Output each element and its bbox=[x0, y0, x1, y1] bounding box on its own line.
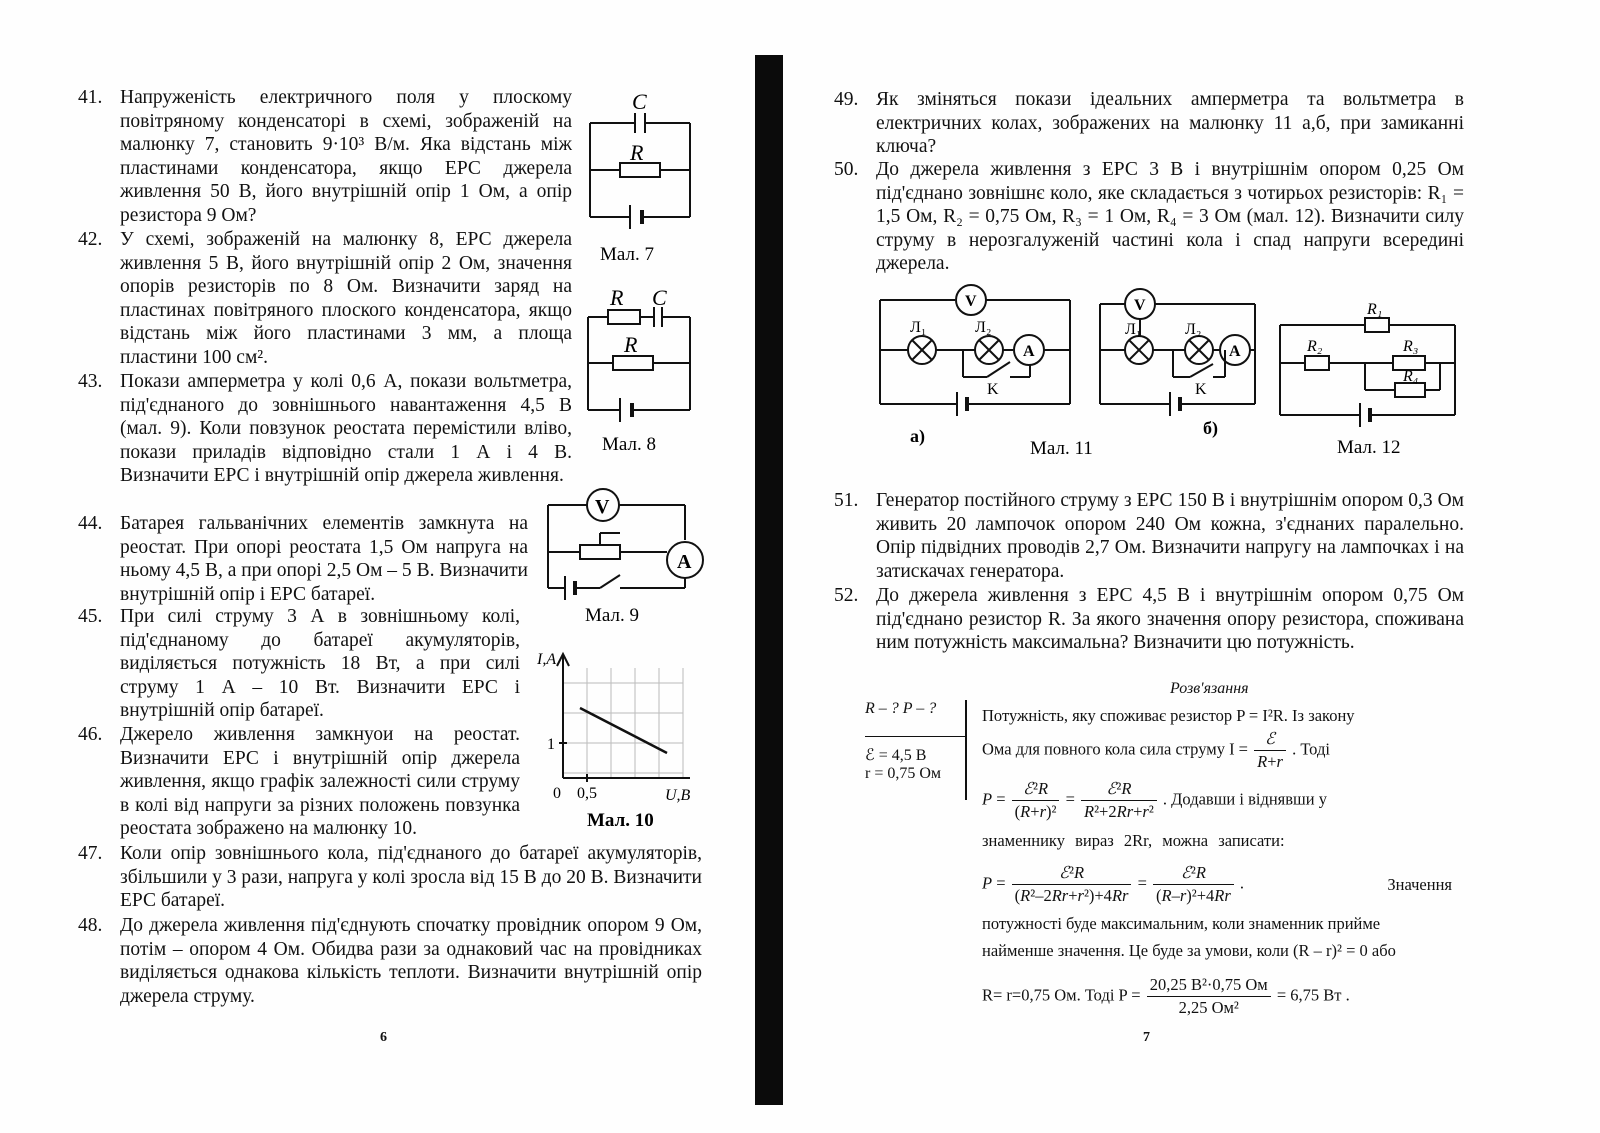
book-spine bbox=[755, 55, 783, 1105]
problem-text: Покази амперметра у колі 0,6 А, покази вольтметра, під'єднаного до зовнішнього навантаження 4,5 В (мал. 9). Коли повзунок реостата перемістили вліво, покази приладів відповідно стали 1 А і 4 В. Визначити ЕРС і внутрішній опір джерела живлення. bbox=[120, 371, 572, 486]
figure-caption: Мал. 11 bbox=[1030, 438, 1093, 459]
key-label: K bbox=[1195, 381, 1207, 398]
key-label: K bbox=[987, 381, 999, 398]
solution-line-7: найменше значення. Це буде за умови, коли (R – r)² = 0 або bbox=[982, 941, 1396, 960]
lamp2-label: Л₂ bbox=[1185, 321, 1202, 338]
problem-41 bbox=[78, 86, 572, 227]
solution-line-6: потужності буде максимальним, коли знаменник прийме bbox=[982, 914, 1381, 933]
figure-caption: Мал. 10 bbox=[587, 810, 654, 831]
solution-line-2: Ома для повного кола сила струму I = $\frac{\text{ℰ}}{R+r}$ . Тоді bbox=[982, 729, 1330, 771]
ammeter-label: A bbox=[677, 551, 692, 573]
problem-number: 46. bbox=[78, 724, 103, 745]
r3-label: R₃ bbox=[1403, 338, 1419, 355]
solution-line-8: R= r=0,75 Ом. Тоді P = $\frac{\text{20,25 В²·0,75 Ом}}{\text{2,25 Ом²}}$ = 6,75 Вт . bbox=[982, 975, 1350, 1017]
figure-caption: Мал. 9 bbox=[585, 605, 639, 626]
figure-caption: Мал. 12 bbox=[1337, 437, 1401, 458]
x-tick: 0,5 bbox=[577, 785, 597, 802]
r2-label: R₂ bbox=[1307, 338, 1323, 355]
given-divider bbox=[965, 700, 967, 800]
capacitor-label: C bbox=[632, 89, 647, 114]
x-axis-label: U,B bbox=[665, 787, 691, 804]
figure-12 bbox=[1275, 295, 1465, 465]
solution-line-3: P = $\frac{\text{ℰ²R}}{\text{(R+r)²}}$ = $\frac{\text{ℰ²R}}{\text{R²+2Rr+r²}}$ . Додавши і віднявши у bbox=[982, 779, 1327, 821]
figure-7 bbox=[580, 85, 710, 270]
problem-number: 49. bbox=[834, 89, 859, 110]
problem-48 bbox=[78, 914, 702, 1008]
solution-line-5: P = $\frac{\text{ℰ²R}}{\text{(R²–2Rr+r²)+4Rr}}$ = $\frac{\text{ℰ²R}}{\text{(R–r)²+4Rr}}$ . Значення bbox=[982, 863, 1452, 905]
problem-number: 50. bbox=[834, 159, 859, 180]
problem-49 bbox=[834, 88, 1464, 159]
figure-11b bbox=[1095, 282, 1270, 442]
problem-text: До джерела живлення з ЕРС 4,5 В і внутрішнім опором 0,75 Ом під'єднано резистор R. За якого значення опору резистора, споживана ним потужність максимальна? Визначити цю потужність. bbox=[876, 585, 1464, 653]
problem-44 bbox=[78, 512, 528, 606]
problem-text: До джерела живлення під'єднують спочатку провідник опором 9 Ом, потім – опором 4 Ом. Обидва рази за однаковий час на провідниках виділяється однакова кількість теплоти. Визначити внутрішній опір джерела струму. bbox=[120, 915, 702, 1007]
sub-label-b: б) bbox=[1203, 418, 1218, 438]
problem-number: 47. bbox=[78, 843, 103, 864]
problem-text: У схемі, зображеній на малюнку 8, ЕРС джерела живлення 5 В, його внутрішній опір 2 Ом, значення опорів резисторів по 8 Ом. Визначити заряд на пластинах повітряного плоского конденсатора, якщо відстань між його пластинами 3 мм, а площа пластини 100 см². bbox=[120, 229, 572, 368]
page-number: 7 bbox=[1143, 1030, 1150, 1045]
figure-caption: Мал. 8 bbox=[602, 434, 656, 455]
problem-number: 41. bbox=[78, 87, 103, 108]
problem-43 bbox=[78, 370, 572, 488]
origin-label: 0 bbox=[553, 785, 561, 802]
problem-text: Напруженість електричного поля у плоскому повітряному конденсаторі в схемі, зображеній на малюнку 7, становить 9·10³ В/м. Яка відстань між пластинами конденсатора, якщо ЕРС джерела живлення 50 В, його внутрішній опір 1 Ом, а опір резистора 9 Ом? bbox=[120, 87, 572, 226]
left-page bbox=[0, 0, 750, 1133]
problem-42 bbox=[78, 228, 572, 369]
problem-46 bbox=[78, 723, 520, 841]
problem-text: Батарея гальванічних елементів замкнута на реостат. При опорі реостата 1,5 Ом напруга на ньому 4,5 В, а при опорі 2,5 Ом – 5 В. Визначити внутрішній опір і ЕРС батареї. bbox=[120, 513, 528, 605]
unknowns: R – ? P – ? bbox=[865, 700, 937, 717]
voltmeter-label: V bbox=[595, 496, 610, 518]
voltmeter-label: V bbox=[965, 293, 977, 310]
solution-title: Розв'язання bbox=[1170, 680, 1249, 697]
resistor-label: R bbox=[630, 140, 644, 165]
voltmeter-label: V bbox=[1134, 297, 1146, 314]
problem-number: 43. bbox=[78, 371, 103, 392]
problem-number: 42. bbox=[78, 229, 103, 250]
given-block bbox=[865, 700, 965, 783]
right-page bbox=[800, 0, 1600, 1133]
r4-label: R₄ bbox=[1403, 368, 1419, 385]
problem-number: 44. bbox=[78, 513, 103, 534]
problem-45 bbox=[78, 605, 520, 723]
problem-text: Коли опір зовнішнього кола, під'єднаного до батареї акумуляторів, збільшили у 3 рази, напруга у колі зросла від 15 В до 20 В. Визначити ЕРС батареї. bbox=[120, 843, 702, 911]
page-number: 6 bbox=[380, 1030, 387, 1045]
lamp2-label: Л₂ bbox=[975, 319, 992, 336]
figure-11a bbox=[875, 282, 1093, 459]
problem-51 bbox=[834, 489, 1464, 583]
given-emf: ℰ = 4,5 В bbox=[865, 736, 965, 765]
problem-52 bbox=[834, 584, 1464, 655]
ammeter-label: A bbox=[1023, 343, 1035, 360]
current-formula-fraction: $\frac{\text{ℰ}}{R+r}$ bbox=[1254, 728, 1286, 773]
r1-label: R₁ bbox=[1367, 301, 1383, 318]
problem-number: 51. bbox=[834, 490, 859, 511]
ammeter-label: A bbox=[1229, 343, 1241, 360]
problem-text: При силі струму 3 А в зовнішньому колі, під'єднаному до батареї акумуляторів, виділяється потужність 18 Вт, а при силі струму 1 А – 10 Вт. Визначити ЕРС і внутрішній опір батареї. bbox=[120, 606, 520, 721]
figure-9 bbox=[540, 485, 710, 630]
problem-text: До джерела живлення з ЕРС 3 В і внутрішнім опором 0,25 Ом під'єднано зовнішнє коло, яке складається з чотирьох резисторів: R₁ = 1,5 Ом, R₂ = 0,75 Ом, R₃ = 1 Ом, R₄ = 3 Ом (мал. 12). Визначити силу струму в нерозгалуженій частині кола і спад напруги всередині джерела. bbox=[876, 159, 1464, 274]
problem-number: 52. bbox=[834, 585, 859, 606]
figure-caption: Мал. 7 bbox=[600, 244, 654, 265]
figure-8 bbox=[580, 285, 710, 460]
solution-line-4: знаменнику вираз 2Rr, можна записати: bbox=[982, 831, 1285, 850]
resistor-label: R bbox=[624, 332, 638, 357]
given-r: r = 0,75 Ом bbox=[865, 765, 942, 782]
lamp1-label: Л₁ bbox=[910, 319, 927, 336]
y-axis-label: I,A bbox=[537, 651, 557, 668]
figure-10-graph bbox=[535, 648, 710, 833]
problem-number: 48. bbox=[78, 915, 103, 936]
sub-label-a: а) bbox=[910, 426, 925, 446]
capacitor-label: C bbox=[652, 285, 667, 310]
problem-text: Генератор постійного струму з ЕРС 150 В і внутрішнім опором 0,3 Ом живить 20 лампочок опором 240 Ом кожна, з'єднаних паралельно. Опір підвідних проводів 2,7 Ом. Визначити напругу на лампочках і на затискачах генератора. bbox=[876, 490, 1464, 582]
resistor-label: R bbox=[610, 285, 624, 310]
solution-line-1: Потужність, яку споживає резистор P = I²R. Із закону bbox=[982, 706, 1355, 725]
problem-50 bbox=[834, 158, 1464, 276]
y-tick: 1 bbox=[547, 736, 555, 753]
problem-text: Як зміняться покази ідеальних амперметра та вольтметра в електричних колах, зображених на малюнку 11 а,б, при замиканні ключа? bbox=[876, 89, 1464, 157]
lamp1-label: Л₁ bbox=[1125, 321, 1142, 338]
problem-number: 45. bbox=[78, 606, 103, 627]
problem-47 bbox=[78, 842, 702, 913]
problem-text: Джерело живлення замкнуои на реостат. Визначити ЕРС і внутрішній опір джерела живлення, якщо графік залежності сили струму в колі від напруги за різних положень повзунка реостата зображено на малюнку 10. bbox=[120, 724, 520, 839]
